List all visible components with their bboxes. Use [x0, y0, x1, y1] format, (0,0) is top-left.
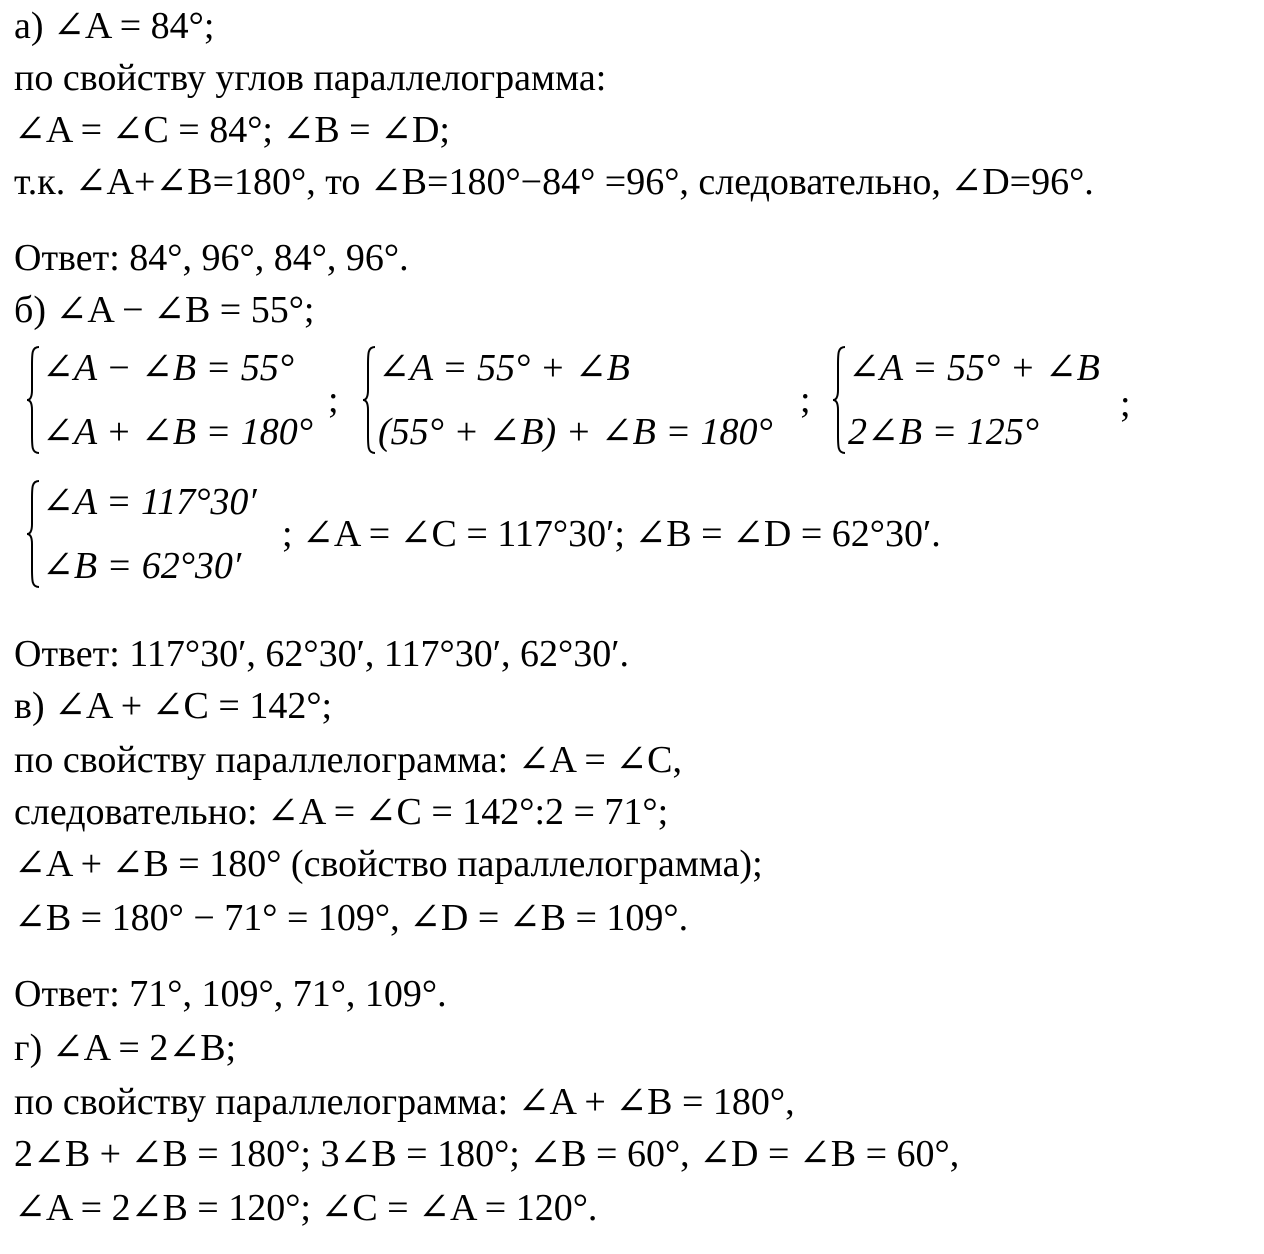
part-v-consequence: следовательно: ∠A = ∠C = 142°:2 = 71°; [14, 791, 669, 833]
part-a-answer: Ответ: 84°, 96°, 84°, 96°. [14, 237, 409, 279]
system-2-row-1: ∠A = 55° + ∠B [378, 347, 630, 389]
part-v-sum: ∠A + ∠B = 180° (свойство параллелограмма); [14, 843, 763, 885]
part-a-property: по свойству углов параллелограмма: [14, 57, 607, 99]
part-g-property: по свойству параллелограмма: ∠A + ∠B = 180°, [14, 1081, 795, 1123]
system-separator: ; [328, 379, 339, 421]
system-separator: ; [1120, 383, 1131, 425]
system-2-row-2: (55° + ∠B) + ∠B = 180° [378, 411, 773, 453]
system-4 [26, 474, 257, 594]
system-2 [362, 340, 773, 460]
brace-icon [362, 345, 376, 455]
part-a-given: а) ∠A = 84°; [14, 5, 215, 47]
system-3-row-1: ∠A = 55° + ∠B [848, 347, 1100, 389]
system-4-row-2: ∠B = 62°30′ [42, 545, 242, 587]
part-v-calculation: ∠B = 180° − 71° = 109°, ∠D = ∠B = 109°. [14, 897, 689, 939]
system-3-row-2: 2∠B = 125° [848, 411, 1039, 453]
system-3 [832, 340, 1100, 460]
part-v-answer: Ответ: 71°, 109°, 71°, 109°. [14, 973, 447, 1015]
system-4-row-1: ∠A = 117°30′ [42, 481, 257, 523]
system-1 [26, 340, 313, 460]
system-1-row-2: ∠A + ∠B = 180° [42, 411, 313, 453]
part-v-property: по свойству параллелограмма: ∠A = ∠C, [14, 739, 683, 781]
system-separator: ; [800, 379, 811, 421]
part-b-result: ; ∠A = ∠C = 117°30′; ∠B = ∠D = 62°30′. [282, 513, 941, 555]
part-v-given: в) ∠A + ∠C = 142°; [14, 685, 333, 727]
brace-icon [832, 345, 846, 455]
system-1-row-1: ∠A − ∠B = 55° [42, 347, 294, 389]
part-g-calculation: 2∠B + ∠B = 180°; 3∠B = 180°; ∠B = 60°, ∠D = ∠B = 60°, [14, 1133, 960, 1175]
part-b-given: б) ∠A − ∠B = 55°; [14, 289, 315, 331]
part-g-result: ∠A = 2∠B = 120°; ∠C = ∠A = 120°. [14, 1187, 598, 1229]
part-b-answer: Ответ: 117°30′, 62°30′, 117°30′, 62°30′. [14, 633, 630, 675]
brace-icon [26, 345, 40, 455]
part-a-calculation: т.к. ∠A+∠B=180°, то ∠B=180°−84° =96°, следовательно, ∠D=96°. [14, 161, 1094, 203]
part-a-equalities: ∠A = ∠C = 84°; ∠B = ∠D; [14, 109, 450, 151]
part-g-given: г) ∠A = 2∠B; [14, 1027, 237, 1069]
brace-icon [26, 479, 40, 589]
